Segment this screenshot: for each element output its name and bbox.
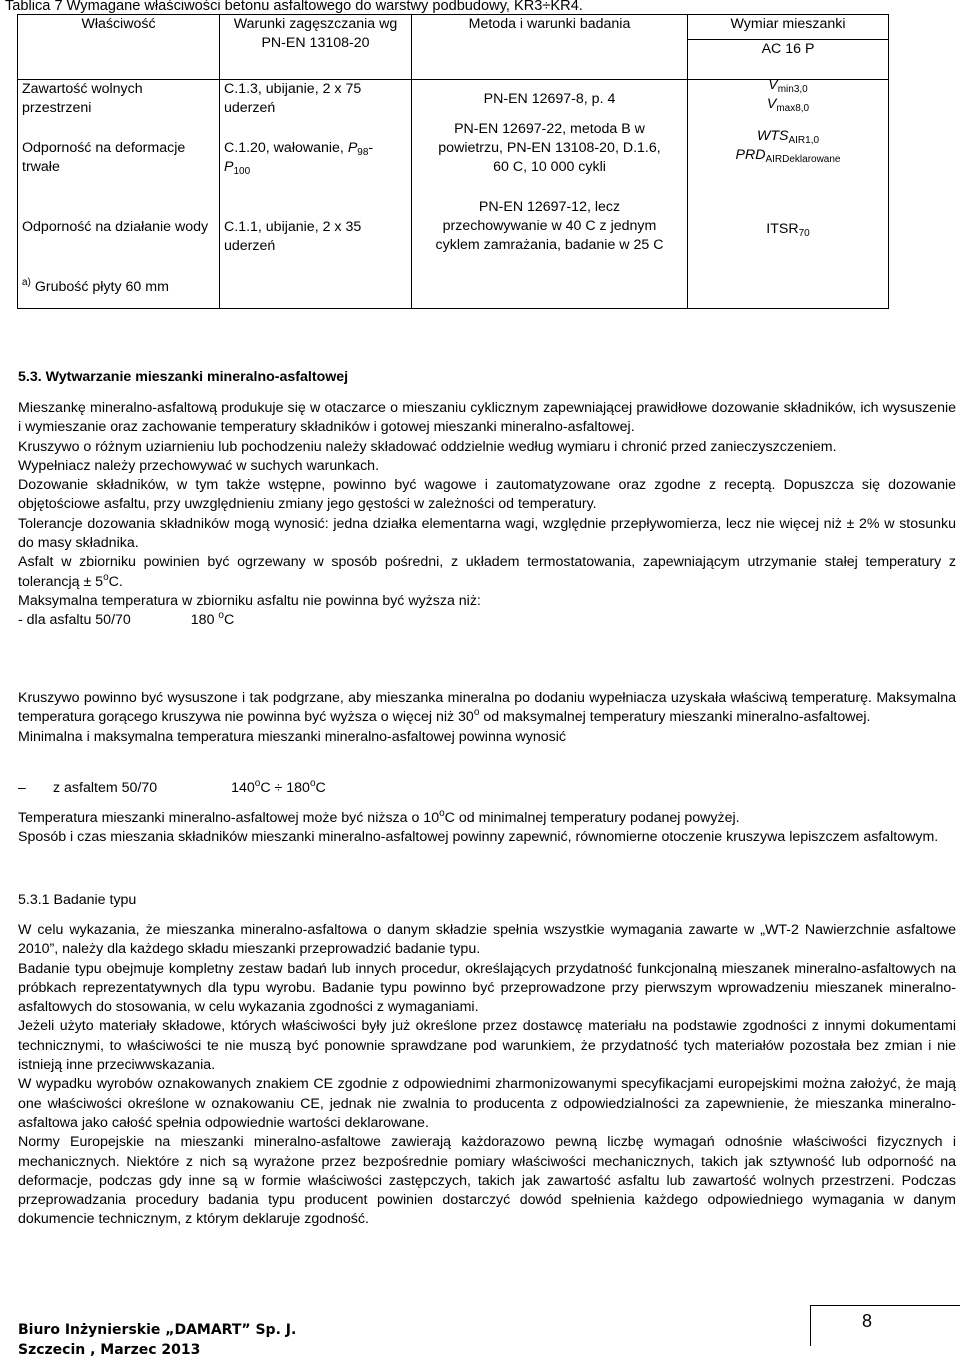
row2-compaction: C.1.20, wałowanie, $P_{98}-$ $P_{100}$ <box>224 140 374 177</box>
requirements-table <box>17 14 889 309</box>
paragraph: Badanie typu obejmuje kompletny zestaw badań lub innych procedur, określających przydatność funkcjonalną mieszanek mineralno-asfaltowych na próbkach reprezentatywnych dla typu wyrobu. Badanie typu powinno być przeprowadzone przy pierwszym wprowadzeniu mieszanek mineralno-asfaltowych do stosowania, w celu wykazania zgodności z wymaganiami. <box>18 960 956 1016</box>
temp-line: - dla asfaltu 50/70 180 $^o$C <box>18 610 235 629</box>
row3-requirement: $ITSR_{70}$ <box>766 221 810 239</box>
header-property: Właściwość <box>18 15 220 80</box>
compaction-column <box>220 80 412 309</box>
paragraph: Dozowanie składników, w tym także wstępne, powinno być wagowe i zautomatyzowane oraz zgodne z receptą. Dopuszcza się dozowanie objętościowe asfaltu, przy uwzględnieniu zmiany jego gęstości w zależności od temperatury. <box>18 477 956 513</box>
method-column <box>412 80 688 309</box>
subsection-heading: 5.3.1 Badanie typu <box>18 892 137 908</box>
requirement-column <box>688 77 889 309</box>
section-body-2 <box>18 689 956 747</box>
header-mix-dimension: Wymiar mieszanki <box>688 15 889 40</box>
paragraph-aggregate: Kruszywo powinno być wysuszone i tak podgrzane, aby mieszanka mineralna po dodaniu wypełniacza uzyskała właściwą temperaturę. Maksymalna temperatura gorącego kruszywa nie powinna być wyższa o więcej niż 30$^o$ od maksymalnej temperatury mieszanki mineralno-asfaltowej. <box>18 690 956 726</box>
header-mix-type: AC 16 P <box>688 40 889 80</box>
header-compaction: Warunki zagęszczania wg PN-EN 13108-20 <box>220 15 412 80</box>
paragraph: Wypełniacz należy przechowywać w suchych warunkach. <box>18 457 380 474</box>
row3-property: Odporność na działanie wody <box>22 219 209 235</box>
paragraph-asphalt-tank: Asfalt w zbiorniku powinien być ogrzewany w sposób pośredni, z układem termostatowania, zapewniającym utrzymanie stałej temperatury z tolerancją ± $5^oC$. <box>18 554 956 590</box>
row1-compaction: C.1.3, ubijanie, 2 x 75 uderzeń <box>224 81 362 116</box>
footer-company: Biuro Inżynierskie „DAMART” Sp. J. <box>18 1322 297 1338</box>
row1-requirement-min: $V_{min3,0}$ <box>768 77 808 95</box>
paragraph: Maksymalna temperatura w zbiorniku asfaltu nie powinna być wyższa niż: <box>18 592 481 609</box>
subsection-body <box>18 921 956 1230</box>
paragraph: Minimalna i maksymalna temperatura mieszanki mineralno-asfaltowej powinna wynosić <box>18 728 567 745</box>
section-body <box>18 399 956 631</box>
paragraph: W wypadku wyrobów oznakowanych znakiem CE zgodnie z odpowiednimi zharmonizowanymi specyfikacjami europejskimi można założyć, że mają one właściwości określone w oznakowaniu CE, jednak nie zwalnia to producenta z odpowiedzialności za zapewnienie, że mieszanka mineralno-asfaltowa jako całość spełnia odpowiednie wartości deklarowane. <box>18 1076 956 1131</box>
page-number: 8 <box>862 1311 873 1331</box>
paragraph: Normy Europejskie na mieszanki mineralno-asfaltowe zawierają każdorazowo pewną liczbę wymagań odnośnie właściwości fizycznych i mechanicznych. Niektóre z nich są wyrażone przez bezpośrednie pomiary właściwości mechanicznych, takich jak sztywność lub odporność na deformacje, podczas gdy inne są w formie właściwości zastępczych, takich jak zawartość asfaltu lub zawartość wolnych przestrzeni. Podczas przeprowadzania procedury badania typu producent powinien dostarczyć dowód spełnienia każdego odpowiedniego wymagania w danym dokumencie technicznym, z którym deklaruje zgodność. <box>18 1134 956 1228</box>
table-footnote: $^{a)}$ Grubość płyty 60 mm <box>22 277 169 295</box>
paragraph: Sposób i czas mieszania składników mieszanki mineralno-asfaltowej powinny zapewnić, równomierne otoczenie kruszywa lepiszczem asfaltowym. <box>18 829 939 846</box>
paragraph: Tolerancje dozowania składników mogą wynosić: jedna działka elementarna wagi, względnie przepływomierza, lecz nie więcej niż ± 2% w stosunku do masy składnika. <box>18 515 956 552</box>
paragraph: Kruszywo o różnym uziarnieniu lub pochodzeniu należy składować oddzielnie według wymiaru i chronić przed zanieczyszczeniem. <box>18 438 837 455</box>
section-heading: 5.3. Wytwarzanie mieszanki mineralno-asfaltowej <box>18 369 349 385</box>
paragraph: Mieszankę mineralno-asfaltową produkuje się w otaczarce o mieszaniu cyklicznym zapewniającej prawidłowe dozowanie składników, ich wysuszenie i wymieszanie oraz zachowanie temperatury składników i gotowej mieszanki mineralno-asfaltowej. <box>18 400 956 436</box>
row2-requirement-prd: $PRD_{AIRDeklarowane}$ <box>735 147 841 165</box>
row1-requirement-max: $V_{max8,0}$ <box>766 96 810 114</box>
paragraph-lower-temp: Temperatura mieszanki mineralno-asfaltowej może być niższa o 10$^o$C od minimalnej temperatury podanej powyżej. <box>18 808 740 826</box>
row2-property: Odporność na deformacje trwałe <box>22 140 186 175</box>
row3-method: PN-EN 12697-12, lecz przechowywanie w 40 C z jednym cyklem zamrażania, badanie w 25 C <box>435 199 664 253</box>
row3-compaction: C.1.1, ubijanie, 2 x 35 uderzeń <box>224 219 362 254</box>
header-method: Metoda i warunki badania <box>412 15 688 80</box>
paragraph: W celu wykazania, że mieszanka mineralno-asfaltowa o danym składzie spełnia wszystkie wymagania zawarte w „WT-2 Nawierzchnie asfaltowe 2010”, należy dla każdego składu mieszanki przeprowadzić badanie typu. <box>18 922 956 958</box>
min-max-temp-line: – z asfaltem 50/70 $140^oC \div 180^oC$ <box>18 778 326 796</box>
page-number-box <box>810 1305 960 1346</box>
row2-requirement-wts: $WTS_{AIR1,0}$ <box>756 128 820 146</box>
property-column <box>18 80 220 309</box>
paragraph: Jeżeli użyto materiały składowe, których właściwości były już określone przez dostawcę materiału na podstawie zgodności z innymi dokumentami technicznymi, to właściwości te nie muszą być ponownie sprawdzane pod warunkiem, że przydatność tych materiałów pozostała bez zmian i nie istnieją inne przeciwwskazania. <box>18 1018 956 1074</box>
row1-property: Zawartość wolnych przestrzeni <box>22 81 143 116</box>
footer-place-date: Szczecin , Marzec 2013 <box>18 1342 201 1358</box>
table-caption: Tablica 7 Wymagane właściwości betonu asfaltowego do warstwy podbudowy, KR3÷KR4. <box>5 0 583 14</box>
section-body-3 <box>18 809 956 848</box>
row1-method: PN-EN 12697-8, p. 4 <box>483 91 616 107</box>
row2-method: PN-EN 12697-22, metoda B w powietrzu, PN-EN 13108-20, D.1.6, 60 C, 10 000 cykli <box>438 121 661 175</box>
